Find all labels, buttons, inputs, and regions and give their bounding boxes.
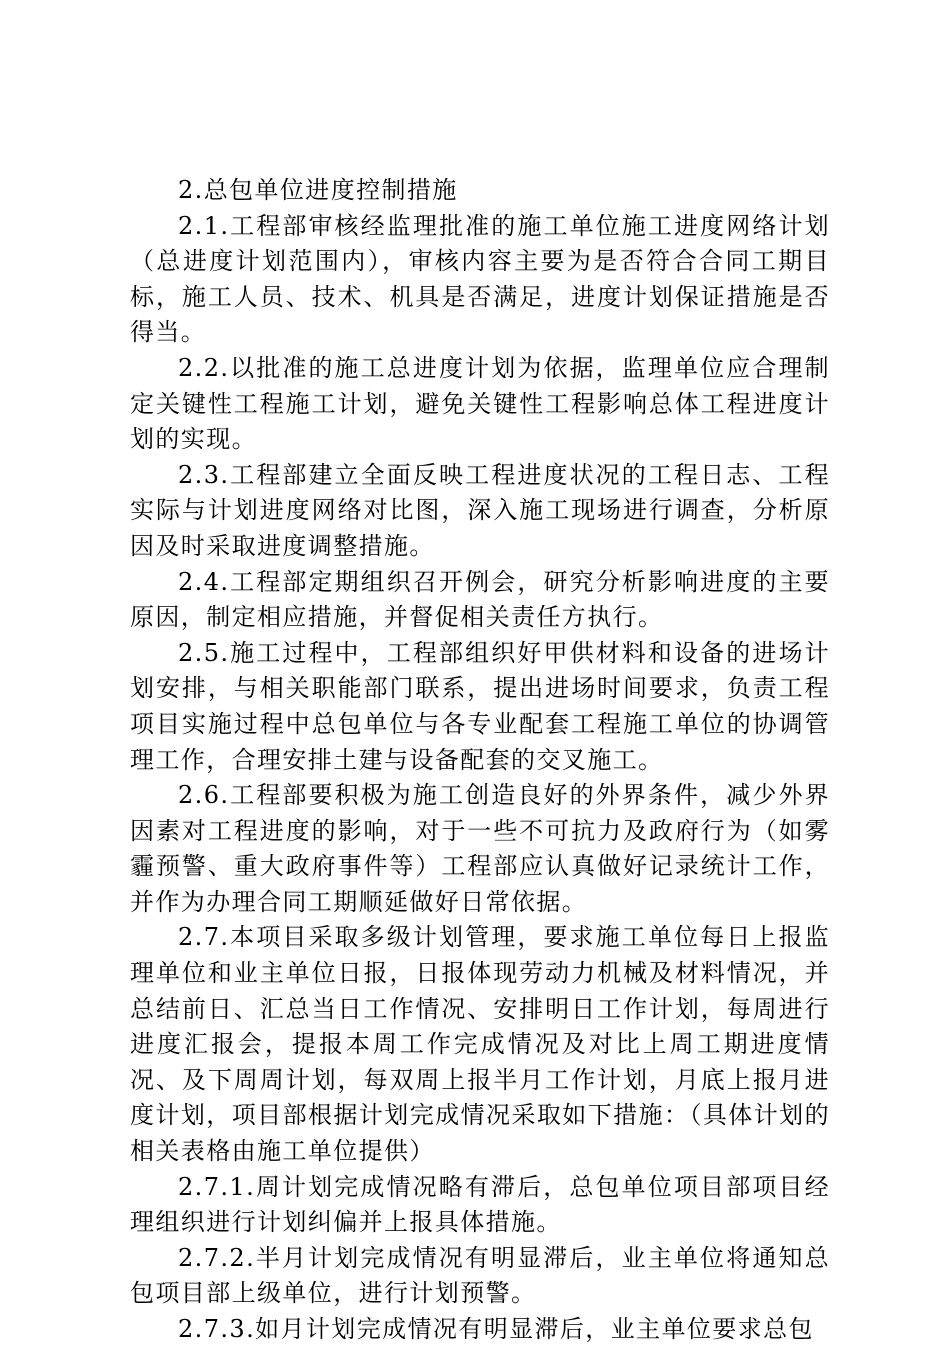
paragraph-2-6: 2.6.工程部要积极为施工创造良好的外界条件，减少外界因素对工程进度的影响，对于一些不可抗力及政府行为（如雾霾预警、重大政府事件等）工程部应认真做好记录统计工作，并作为办理合同工期顺延做好日常依据。: [130, 781, 830, 916]
paragraph-2-3: 2.3.工程部建立全面反映工程进度状况的工程日志、工程实际与计划进度网络对比图，深入施工现场进行调查，分析原因及时采取进度调整措施。: [130, 460, 830, 560]
paragraph-2-4: 2.4.工程部定期组织召开例会，研究分析影响进度的主要原因，制定相应措施，并督促相关责任方执行。: [130, 567, 830, 632]
paragraph-2-7-2: 2.7.2.半月计划完成情况有明显滞后，业主单位将通知总包项目部上级单位，进行计划预警。: [130, 1243, 830, 1308]
paragraph-2-7-1: 2.7.1.周计划完成情况略有滞后，总包单位项目部项目经理组织进行计划纠偏并上报具体措施。: [130, 1172, 830, 1237]
paragraph-2-1: 2.1.工程部审核经监理批准的施工单位施工进度网络计划（总进度计划范围内），审核内容主要为是否符合合同工期目标，施工人员、技术、机具是否满足，进度计划保证措施是否得当。: [130, 211, 830, 347]
paragraph-2-7-3: 2.7.3.如月计划完成情况有明显滞后，业主单位要求总包: [178, 1315, 814, 1343]
paragraph-2-2: 2.2.以批准的施工总进度计划为依据，监理单位应合理制定关键性工程施工计划，避免关键性工程影响总体工程进度计划的实现。: [130, 353, 830, 454]
document-body: [130, 173, 830, 1348]
section-heading: 2.总包单位进度控制措施: [178, 176, 458, 204]
paragraph-2-5: 2.5.施工过程中，工程部组织好甲供材料和设备的进场计划安排，与相关职能部门联系，提出进场时间要求，负责工程项目实施过程中总包单位与各专业配套工程施工单位的协调管理工作，合理安排土建与设备配套的交叉施工。: [130, 638, 830, 774]
paragraph-2-7: 2.7.本项目采取多级计划管理，要求施工单位每日上报监理单位和业主单位日报，日报体现劳动力机械及材料情况，并总结前日、汇总当日工作情况、安排明日工作计划，每周进行进度汇报会，提报本周工作完成情况及对比上周工期进度情况、及下周周计划，每双周上报半月工作计划，月底上报月进度计划，项目部根据计划完成情况采取如下措施：（具体计划的相关表格由施工单位提供）: [130, 923, 830, 1166]
